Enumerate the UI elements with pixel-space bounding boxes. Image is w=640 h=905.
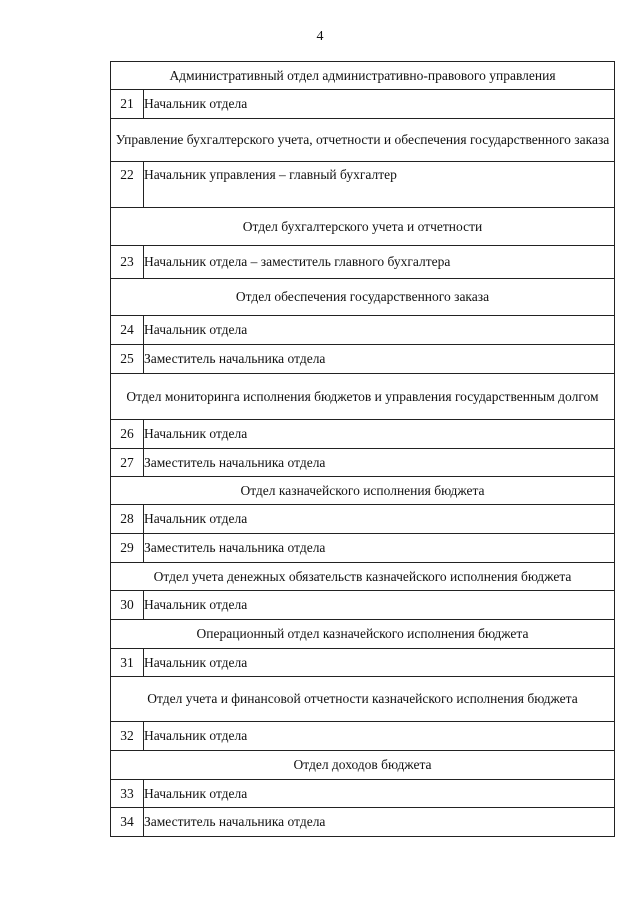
section-header: Отдел обеспечения государственного заказа bbox=[111, 279, 615, 316]
section-header: Отдел бухгалтерского учета и отчетности bbox=[111, 208, 615, 246]
position-title: Начальник отдела bbox=[144, 505, 615, 534]
section-row bbox=[111, 208, 615, 246]
position-title: Начальник отдела bbox=[144, 722, 615, 751]
position-number: 31 bbox=[111, 649, 144, 677]
section-row bbox=[111, 563, 615, 591]
section-row bbox=[111, 62, 615, 90]
position-row bbox=[111, 162, 615, 208]
position-row bbox=[111, 505, 615, 534]
position-number: 27 bbox=[111, 449, 144, 477]
position-number: 32 bbox=[111, 722, 144, 751]
section-header: Отдел учета и финансовой отчетности казначейского исполнения бюджета bbox=[111, 677, 615, 722]
position-row bbox=[111, 780, 615, 808]
position-row bbox=[111, 649, 615, 677]
position-title: Начальник отдела – заместитель главного бухгалтера bbox=[144, 246, 615, 279]
section-row bbox=[111, 751, 615, 780]
position-row bbox=[111, 534, 615, 563]
position-number: 22 bbox=[111, 162, 144, 208]
section-row bbox=[111, 119, 615, 162]
position-row bbox=[111, 449, 615, 477]
section-header: Отдел доходов бюджета bbox=[111, 751, 615, 780]
position-row bbox=[111, 246, 615, 279]
position-row bbox=[111, 722, 615, 751]
position-number: 30 bbox=[111, 591, 144, 620]
position-number: 29 bbox=[111, 534, 144, 563]
page-number: 4 bbox=[316, 29, 324, 44]
position-title: Начальник отдела bbox=[144, 649, 615, 677]
position-title: Начальник управления – главный бухгалтер bbox=[144, 162, 615, 208]
position-row bbox=[111, 316, 615, 345]
section-header: Отдел мониторинга исполнения бюджетов и управления государственным долгом bbox=[111, 374, 615, 420]
section-header: Отдел учета денежных обязательств казначейского исполнения бюджета bbox=[111, 563, 615, 591]
section-row bbox=[111, 677, 615, 722]
position-title: Начальник отдела bbox=[144, 780, 615, 808]
position-number: 34 bbox=[111, 808, 144, 837]
position-number: 25 bbox=[111, 345, 144, 374]
staff-positions-table bbox=[110, 61, 615, 837]
section-row bbox=[111, 477, 615, 505]
position-number: 26 bbox=[111, 420, 144, 449]
position-number: 28 bbox=[111, 505, 144, 534]
position-title: Заместитель начальника отдела bbox=[144, 808, 615, 837]
position-title: Начальник отдела bbox=[144, 316, 615, 345]
position-row bbox=[111, 90, 615, 119]
position-title: Заместитель начальника отдела bbox=[144, 345, 615, 374]
position-title: Заместитель начальника отдела bbox=[144, 449, 615, 477]
position-number: 33 bbox=[111, 780, 144, 808]
position-title: Заместитель начальника отдела bbox=[144, 534, 615, 563]
position-row bbox=[111, 591, 615, 620]
position-title: Начальник отдела bbox=[144, 591, 615, 620]
section-header: Управление бухгалтерского учета, отчетности и обеспечения государственного заказа bbox=[111, 119, 615, 162]
position-row bbox=[111, 420, 615, 449]
section-header: Административный отдел административно-правового управления bbox=[111, 62, 615, 90]
position-number: 21 bbox=[111, 90, 144, 119]
section-header: Отдел казначейского исполнения бюджета bbox=[111, 477, 615, 505]
position-row bbox=[111, 345, 615, 374]
section-row bbox=[111, 374, 615, 420]
position-row bbox=[111, 808, 615, 837]
position-number: 23 bbox=[111, 246, 144, 279]
position-title: Начальник отдела bbox=[144, 90, 615, 119]
section-header: Операционный отдел казначейского исполнения бюджета bbox=[111, 620, 615, 649]
section-row bbox=[111, 279, 615, 316]
position-number: 24 bbox=[111, 316, 144, 345]
section-row bbox=[111, 620, 615, 649]
position-title: Начальник отдела bbox=[144, 420, 615, 449]
